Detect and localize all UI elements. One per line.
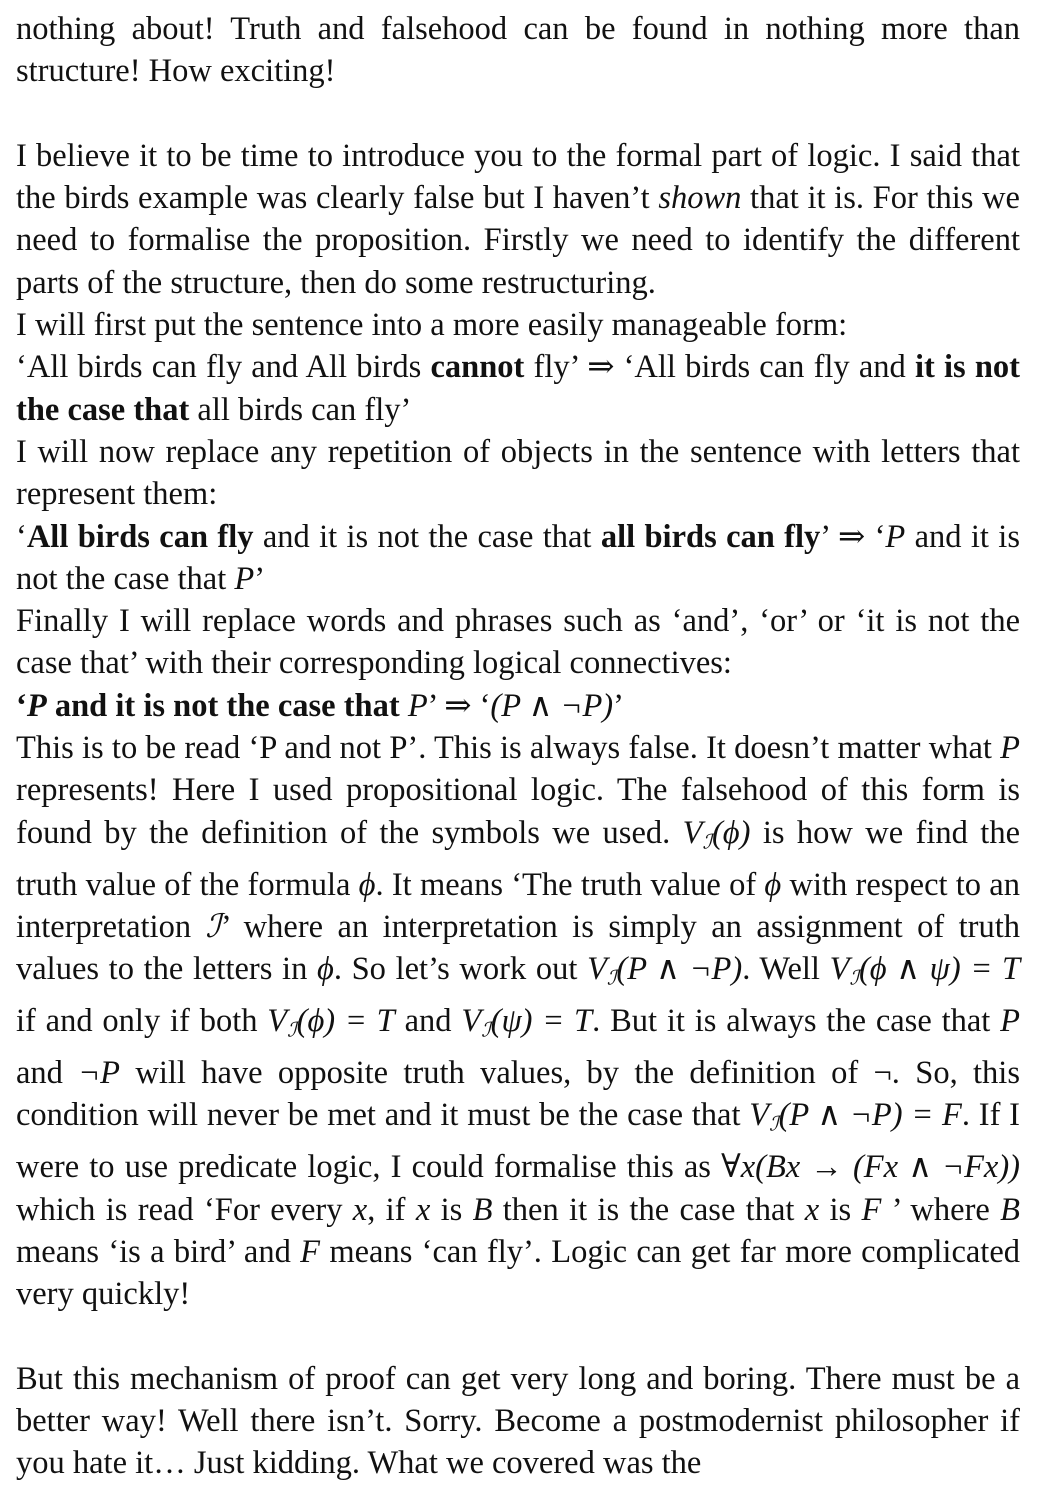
math-psi-true: (ψ) = T [490, 1003, 593, 1040]
step1-lead: I will first put the sentence into a more easily manageable form: [16, 307, 848, 344]
text-run: ’ where an interpretation is simply an assignment of truth values to the letters in [16, 908, 1020, 988]
math-V: V [829, 951, 850, 988]
text-run: . But it is always the case that [592, 1003, 1001, 1040]
math-B: B [472, 1191, 493, 1228]
text-run: means ‘is a bird’ and [16, 1233, 301, 1270]
text-run: ‘ [16, 518, 27, 555]
text-run: and it is not the case that [16, 518, 1020, 597]
text-run: ’ [254, 560, 266, 597]
text-run: with respect to an interpretation [16, 866, 1020, 945]
math-subscript-I: ℐ [481, 1019, 491, 1042]
text-run: ’ [613, 687, 624, 724]
math-x: x [804, 1191, 820, 1228]
paragraph-formal-logic [16, 135, 1020, 1316]
bold-all-birds-can-fly-2: all birds can fly [600, 518, 821, 555]
math-P: P [1000, 730, 1020, 767]
text-run: is [819, 1191, 862, 1228]
bold-all-birds-can-fly: All birds can fly [26, 518, 254, 555]
math-V: V [749, 1097, 770, 1134]
math-subscript-I: ℐ [287, 1019, 297, 1042]
document-page [16, 8, 1020, 1485]
text-run: ‘ [16, 687, 27, 724]
math-x: x [415, 1191, 431, 1228]
bold-not-the-case: it is not the case that [16, 349, 1020, 428]
math-V: V [682, 814, 703, 851]
text-run: will have opposite truth values, by the definition of ¬. So, this condition will never be met and it must be the case that [16, 1055, 1020, 1134]
bold-cannot: cannot [430, 349, 525, 386]
text-run: which is read ‘For every [16, 1191, 353, 1228]
text-run: is [430, 1191, 473, 1228]
math-phi-arg: (ϕ) [711, 814, 751, 851]
text-run: that it is. For this we need to formalise the proposition. Firstly we need to identify the different parts of the structure, then do some restructuring. [16, 180, 1020, 301]
math-subscript-I: ℐ [702, 831, 712, 854]
text-run: is how we find the truth value of the formula [16, 814, 1020, 903]
math-script-I: ℐ [205, 908, 221, 945]
text-run: then it is the case that [492, 1191, 805, 1228]
math-P: P [407, 687, 428, 724]
text-run: means ‘can fly’. Logic can get far more complicated very quickly! [16, 1233, 1021, 1313]
text-run: ‘All birds can fly and All birds [16, 349, 431, 386]
math-subscript-I: ℐ [606, 967, 617, 990]
text-run: ’ where [881, 1191, 1001, 1228]
math-F: F [300, 1233, 321, 1270]
math-subscript-I: ℐ [849, 967, 859, 990]
math-F: F [861, 1191, 882, 1228]
math-V: V [267, 1003, 288, 1040]
math-B: B [1000, 1191, 1020, 1228]
math-V: V [461, 1003, 482, 1040]
math-phi: ϕ [764, 866, 782, 903]
text-run: This is to be read ‘P and not P’. This is always false. It doesn’t matter what [16, 730, 1001, 767]
text-run: and [394, 1003, 462, 1040]
paragraph-intro: nothing about! Truth and falsehood can be found in nothing more than structure! How exciting! [16, 11, 1020, 90]
text-run: . If I were to use predicate logic, I could formalise this as [16, 1097, 1021, 1186]
step1-sentence [16, 346, 1020, 431]
math-P: P [234, 560, 255, 597]
formal-logic-intro [16, 135, 1020, 304]
text-run: . It means ‘The truth value of [375, 866, 765, 903]
step2-sentence [16, 516, 1020, 601]
math-phi: ϕ [358, 866, 376, 903]
bold-and-not-the-case: and it is not the case that [46, 687, 408, 724]
math-subscript-I: ℐ [769, 1113, 779, 1136]
formula-p-and-not-p: (P ∧ ¬P) [490, 687, 614, 724]
text-run: . Well [742, 951, 830, 988]
step3-lead: Finally I will replace words and phrases such as ‘and’, ‘or’ or ‘it is not the case that’ with their corresponding logical connectives: [16, 603, 1020, 682]
text-run: I believe it to be time to introduce you to the formal part of logic. I said that the birds example was clearly false but I haven’t [16, 137, 1020, 217]
emphasis-shown: shown [658, 180, 742, 217]
math-x: x [352, 1191, 368, 1228]
math-P: P [885, 518, 906, 555]
math-phi: ϕ [317, 951, 334, 988]
text-run: all birds can fly’ [189, 391, 412, 428]
math-not-P: ¬P [78, 1055, 121, 1092]
math-P: P [1000, 1003, 1020, 1040]
math-phi-and-psi: (ϕ ∧ ψ) = T [858, 951, 1021, 988]
text-run: if and only if both [16, 1003, 268, 1040]
text-run: , if [367, 1191, 416, 1228]
step3-sentence [16, 685, 1020, 727]
paragraph-gap [16, 1315, 1020, 1357]
math-forall-formula: ∀x(Bx → (Fx ∧ ¬Fx)) [721, 1149, 1020, 1186]
math-p-and-not-p: (P ∧ ¬P) [616, 951, 743, 988]
math-phi-true: (ϕ) = T [296, 1003, 395, 1040]
text-run: ’ ⇒ ‘ [820, 518, 886, 555]
text-run: fly’ ⇒ ‘All birds can fly and [524, 349, 915, 386]
text-run: and [16, 1055, 79, 1092]
text-run: ’ ⇒ ‘ [427, 687, 491, 724]
text-run: represents! Here I used propositional logic. The falsehood of this form is found by the definition of the symbols we used. [16, 772, 1020, 851]
paragraph-proof-mechanism: But this mechanism of proof can get very long and boring. There must be a better way! Well there isn’t. Sorry. Become a postmodernist philosopher if you hate it… Just kidding. What we covered was the [16, 1360, 1020, 1482]
text-run: . So let’s work out [333, 951, 588, 988]
step2-lead: I will now replace any repetition of objects in the sentence with letters that represent them: [16, 433, 1020, 513]
text-run: and it is not the case that [253, 518, 601, 555]
math-p-and-not-p-false: (P ∧ ¬P) = F [778, 1097, 962, 1134]
math-V: V [587, 951, 607, 988]
paragraph-gap [16, 93, 1020, 135]
explanation [16, 727, 1020, 1315]
math-P: P [26, 687, 47, 724]
